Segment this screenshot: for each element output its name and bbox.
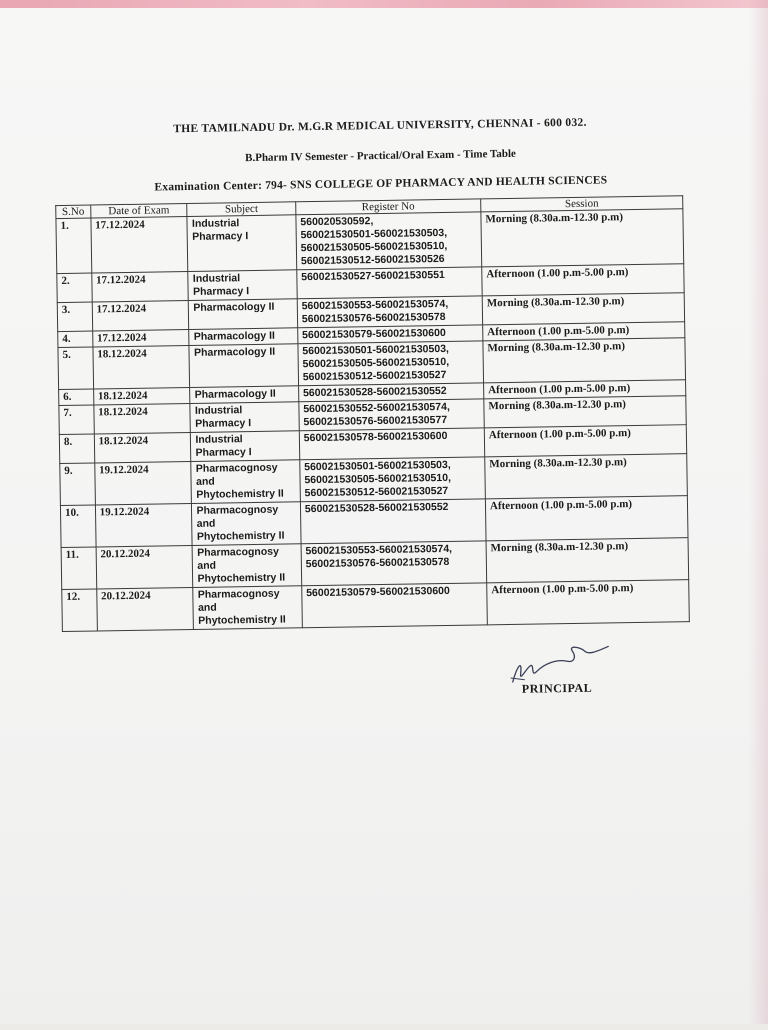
header-subject: Subject: [187, 202, 296, 217]
cell-register-line: 560021530505-560021530510,: [304, 471, 452, 487]
cell-date: 17.12.2024: [91, 271, 188, 302]
cell-subject-line: Pharmacology II: [193, 345, 276, 359]
cell-sno: 5.: [58, 347, 93, 390]
cell-register: [301, 541, 487, 586]
cell-session: Afternoon (1.00 p.m-5.00 p.m): [483, 322, 685, 341]
cell-subject: [189, 328, 298, 346]
cell-sno: 11.: [61, 547, 96, 590]
university-heading: THE TAMILNADU Dr. M.G.R MEDICAL UNIVERSITY, CHENNAI - 600 032.: [173, 116, 587, 136]
cell-subject: [189, 299, 298, 330]
cell-subject-line: Pharmacognosy: [196, 503, 279, 517]
cell-subject-line: Phytochemistry II: [198, 613, 286, 627]
cell-register-line: 560021530553-560021530574,: [305, 542, 453, 558]
cell-subject-line: and: [197, 601, 217, 614]
cell-subject-line: Phytochemistry II: [196, 529, 285, 543]
timetable: [55, 195, 690, 632]
cell-register-line: 560021530579-560021530600: [302, 326, 446, 342]
cell-subject-line: Phytochemistry II: [197, 571, 286, 585]
cell-register: [299, 399, 485, 431]
signatory-label: PRINCIPAL: [521, 680, 593, 696]
cell-date: 18.12.2024: [93, 345, 190, 389]
cell-register-line: 560021530552-560021530574,: [303, 400, 450, 416]
cell-session: Morning (8.30a.m-12.30 p.m): [482, 293, 684, 325]
cell-subject: [191, 460, 300, 504]
cell-register-line: 560021530576-560021530578: [301, 310, 446, 326]
cell-register-line: 560021530512-560021530526: [300, 252, 445, 268]
cell-session: Morning (8.30a.m-12.30 p.m): [484, 396, 686, 428]
cell-register: [299, 428, 485, 460]
cell-register-line: 560021530579-560021530600: [306, 584, 450, 600]
cell-subject-line: Pharmacology II: [193, 300, 275, 314]
cell-register-line: 560021530527-560021530551: [301, 268, 445, 284]
cell-sno: 2.: [57, 273, 92, 303]
cell-subject-line: Industrial: [194, 404, 243, 417]
cell-subject-line: Pharmacognosy: [197, 545, 279, 559]
timetable-body: [56, 209, 689, 632]
cell-register-line: 560021530501-560021530503,: [304, 458, 451, 474]
cell-subject-line: Pharmacognosy: [195, 461, 278, 475]
cell-subject-line: Pharmacy I: [195, 446, 252, 459]
cell-sno: 3.: [57, 302, 92, 332]
cell-date: 20.12.2024: [96, 545, 193, 589]
cell-date: 19.12.2024: [95, 503, 192, 547]
cell-register: [302, 583, 488, 628]
cell-register-line: 560021530576-560021530578: [305, 555, 450, 571]
header-date: Date of Exam: [90, 204, 187, 219]
cell-subject-line: Pharmacognosy: [197, 587, 280, 601]
cell-register: [297, 296, 483, 328]
cell-register: [298, 341, 484, 386]
cell-subject: [193, 586, 302, 630]
cell-sno: 10.: [60, 505, 95, 548]
cell-subject-line: and: [195, 475, 215, 488]
cell-subject: [193, 544, 302, 588]
cell-session: Afternoon (1.00 p.m-5.00 p.m): [482, 264, 684, 296]
cell-date: 17.12.2024: [92, 300, 189, 331]
cell-subject: [192, 502, 301, 546]
cell-subject: [190, 386, 299, 404]
cell-sno: 4.: [58, 331, 93, 348]
cell-register-line: 560021530501-560021530503,: [302, 342, 450, 358]
cell-date: 18.12.2024: [93, 387, 190, 405]
cell-subject-line: Pharmacy I: [195, 417, 252, 430]
header-register: Register No: [296, 199, 481, 215]
cell-subject: [189, 344, 298, 388]
cell-register: [297, 267, 483, 299]
cell-date: 18.12.2024: [94, 403, 191, 434]
header-sno: S.No: [56, 205, 91, 219]
cell-register-line: 560021530512-560021530527: [302, 368, 447, 384]
cell-session: Afternoon (1.00 p.m-5.00 p.m): [484, 380, 686, 399]
cell-register-line: 560021530528-560021530552: [304, 500, 449, 516]
cell-register-line: 560021530576-560021530577: [303, 413, 448, 429]
header-session: Session: [481, 196, 683, 212]
table-row: [56, 209, 684, 274]
cell-session: Afternoon (1.00 p.m-5.00 p.m): [485, 496, 688, 541]
cell-subject-line: Industrial: [192, 272, 241, 285]
cell-subject: [188, 270, 297, 301]
cell-date: 19.12.2024: [94, 461, 191, 505]
cell-sno: 7.: [59, 405, 94, 435]
cell-date: 18.12.2024: [94, 432, 191, 463]
cell-subject-line: Pharmacy I: [192, 230, 249, 243]
cell-register-line: 560021530505-560021530510,: [302, 355, 450, 371]
cell-register-line: 560021530528-560021530552: [302, 384, 447, 400]
cell-sno: 6.: [59, 389, 94, 406]
cell-date: 17.12.2024: [91, 217, 189, 274]
cell-date: 17.12.2024: [92, 329, 189, 347]
cell-subject-line: Phytochemistry II: [196, 487, 284, 501]
cell-subject-line: Pharmacology II: [193, 329, 275, 343]
cell-subject-line: Industrial: [195, 433, 243, 446]
cell-session: Morning (8.30a.m-12.30 p.m): [483, 338, 686, 383]
cell-register: [300, 499, 486, 544]
cell-session: Morning (8.30a.m-12.30 p.m): [485, 454, 688, 499]
cell-subject-line: Pharmacology II: [194, 387, 276, 401]
cell-subject: [191, 431, 300, 462]
cell-session: Morning (8.30a.m-12.30 p.m): [486, 538, 689, 583]
exam-title: B.Pharm IV Semester - Practical/Oral Exam - Time Table: [244, 147, 516, 165]
cell-subject-line: Industrial: [191, 217, 240, 230]
cell-register-line: 560021530553-560021530574,: [301, 297, 449, 313]
cell-sno: 12.: [62, 589, 97, 632]
cell-register-line: 560021530505-560021530510,: [300, 239, 448, 255]
cell-sno: 9.: [60, 463, 95, 506]
cell-subject-line: Pharmacy I: [192, 285, 250, 298]
cell-register: [300, 457, 486, 502]
cell-subject-line: and: [196, 517, 216, 530]
cell-session: Afternoon (1.00 p.m-5.00 p.m): [484, 425, 686, 457]
cell-session: Morning (8.30a.m-12.30 p.m): [481, 209, 684, 267]
cell-sno: 1.: [56, 218, 92, 274]
cell-sno: 8.: [59, 434, 94, 464]
cell-subject-line: and: [197, 559, 217, 572]
cell-date: 20.12.2024: [96, 587, 193, 631]
exam-center: Examination Center: 794- SNS COLLEGE OF PHARMACY AND HEALTH SCIENCES: [154, 174, 608, 194]
table-row: [62, 580, 690, 632]
cell-register-line: 560020530592,: [300, 215, 374, 229]
cell-register: [296, 212, 482, 270]
cell-register-line: 560021530501-560021530503,: [300, 226, 448, 242]
cell-session: Afternoon (1.00 p.m-5.00 p.m): [487, 580, 690, 625]
cell-subject: [190, 402, 299, 433]
cell-register-line: 560021530512-560021530527: [304, 484, 449, 500]
cell-register-line: 560021530578-560021530600: [303, 429, 448, 445]
cell-subject: [187, 215, 296, 272]
